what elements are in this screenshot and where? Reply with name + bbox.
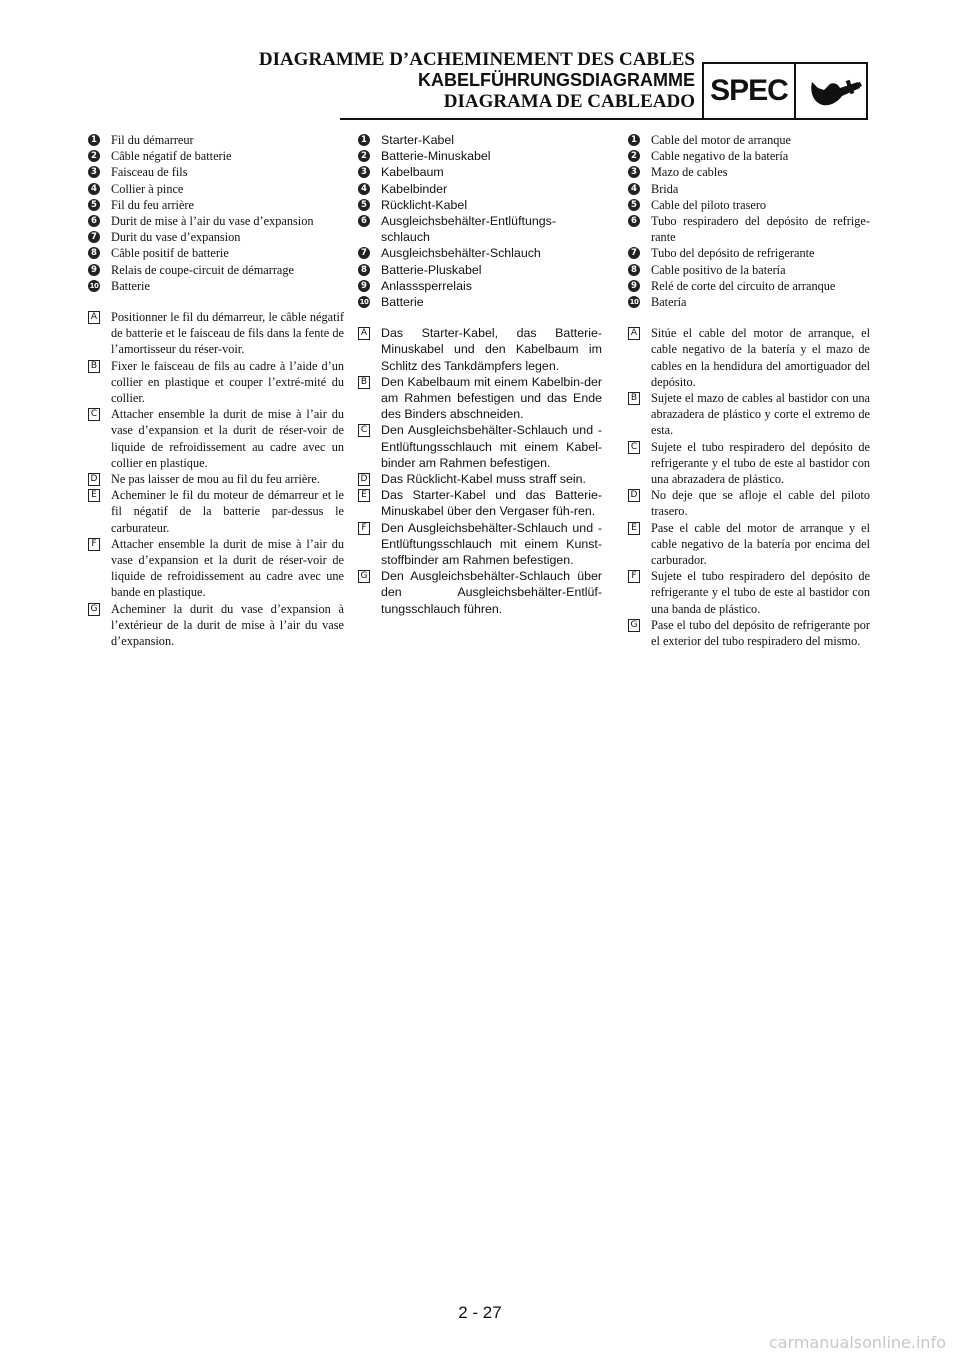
notes-list (628, 325, 870, 649)
watermark: carmanualsonline.info (768, 1333, 946, 1352)
number-marker: 2 (88, 150, 100, 162)
list-item: 7 Tubo del depósito de refrigerante (628, 245, 870, 261)
letter-marker: D (88, 473, 100, 486)
title-german: KABELFÜHRUNGSDIAGRAMME (418, 70, 695, 90)
list-item: 1 Starter-Kabel (358, 132, 602, 148)
list-item: 7 Ausgleichsbehälter-Schlauch (358, 245, 602, 261)
number-marker: 4 (88, 183, 100, 195)
letter-marker: E (358, 489, 370, 502)
title-block (259, 50, 695, 112)
list-item: 8 Câble positif de batterie (88, 245, 344, 261)
list-item: D Ne pas laisser de mou au fil du feu arrière. (88, 471, 344, 487)
number-marker: 4 (358, 183, 370, 195)
list-item: E Das Starter-Kabel und das Batterie-Minuskabel über den Vergaser füh-ren. (358, 487, 602, 519)
list-item: 9 Relais de coupe-circuit de démarrage (88, 262, 344, 278)
german-column (358, 132, 602, 617)
number-marker: 2 (358, 150, 370, 162)
title-french: DIAGRAMME D’ACHEMINEMENT DES CABLES (258, 49, 695, 70)
title-spanish: DIAGRAMA DE CABLEADO (443, 91, 695, 112)
letter-marker: F (88, 538, 100, 551)
list-item: 9 Relé de corte del circuito de arranque (628, 278, 870, 294)
list-item: B Fixer le faisceau de fils au cadre à l’aide d’un collier en plastique et couper l’extré-mité du collier. (88, 358, 344, 407)
number-marker: 10 (359, 298, 369, 307)
list-item: 8 Cable positivo de la batería (628, 262, 870, 278)
number-marker: 5 (628, 199, 640, 211)
list-item: F Sujete el tubo respiradero del depósito de refrigerante y el tubo de este al bastidor con una banda de plástico. (628, 568, 870, 617)
letter-marker: F (628, 570, 640, 583)
list-item: C Sujete el tubo respiradero del depósito de refrigerante y el tubo de este al bastidor con una abrazadera de plástico. (628, 439, 870, 488)
number-marker: 5 (358, 199, 370, 211)
parts-list (628, 132, 870, 310)
list-item: 5 Cable del piloto trasero (628, 197, 870, 213)
list-item: F Attacher ensemble la durit de mise à l’air du vase d’expansion et la durit de réser-voir de liquide de refroidissement au cadre avec une bande en plastique. (88, 536, 344, 601)
section-label: SPEC (704, 64, 796, 118)
list-item: C Den Ausgleichsbehälter-Schlauch und -Entlüftungsschlauch mit einem Kabel-binder am Rahmen befestigen. (358, 422, 602, 471)
number-marker: 2 (628, 150, 640, 162)
letter-marker: B (88, 360, 100, 373)
list-item: 2 Batterie-Minuskabel (358, 148, 602, 164)
number-marker: 1 (628, 134, 640, 146)
letter-marker: B (358, 376, 370, 389)
list-item: 5 Fil du feu arrière (88, 197, 344, 213)
page-header (0, 50, 960, 125)
letter-marker: G (88, 603, 100, 616)
number-marker: 3 (628, 166, 640, 178)
letter-marker: B (628, 392, 640, 405)
list-item: 2 Câble négatif de batterie (88, 148, 344, 164)
list-item: A Sitúe el cable del motor de arranque, el cable negativo de la batería y el mazo de cables en la hendidura del amortiguador del depósito. (628, 325, 870, 390)
number-marker: 8 (358, 264, 370, 276)
list-item: A Positionner le fil du démarreur, le câble négatif de batterie et le faisceau de fils dans la fente de l’amortisseur du réser-voir. (88, 309, 344, 358)
number-marker: 7 (358, 247, 370, 259)
number-marker: 10 (89, 281, 99, 290)
list-item: C Attacher ensemble la durit de mise à l’air du vase d’expansion et la durit de réser-voir de liquide de refroidissement au cadre avec un collier en plastique. (88, 406, 344, 471)
letter-marker: F (358, 522, 370, 535)
number-marker: 6 (628, 215, 640, 227)
number-marker: 9 (88, 264, 100, 276)
number-marker: 7 (88, 231, 100, 243)
list-item: 1 Fil du démarreur (88, 132, 344, 148)
list-item: 6 Ausgleichsbehälter-Entlüftungs-schlauch (358, 213, 602, 245)
list-item: D Das Rücklicht-Kabel muss straff sein. (358, 471, 602, 487)
number-marker: 9 (628, 280, 640, 292)
number-marker: 5 (88, 199, 100, 211)
letter-marker: C (88, 408, 100, 421)
notes-list (358, 325, 602, 617)
list-item: 4 Collier à pince (88, 181, 344, 197)
list-item: 4 Kabelbinder (358, 181, 602, 197)
french-column (88, 132, 344, 649)
wrench-icon (808, 76, 864, 110)
list-item: B Den Kabelbaum mit einem Kabelbin-der am Rahmen befestigen und das Ende des Binders abschneiden. (358, 374, 602, 423)
list-item: G Acheminer la durit du vase d’expansion à l’extérieur de la durit de mise à l’air du vase d’expansion. (88, 601, 344, 650)
list-item: G Pase el tubo del depósito de refrigerante por el exterior del tubo respiradero del mismo. (628, 617, 870, 649)
list-item: 2 Cable negativo de la batería (628, 148, 870, 164)
list-item: B Sujete el mazo de cables al bastidor con una abrazadera de plástico y corte el extremo de esta. (628, 390, 870, 439)
letter-marker: D (358, 473, 370, 486)
list-item: 4 Brida (628, 181, 870, 197)
list-item: E Acheminer le fil du moteur de démarreur et le fil négatif de la batterie par-dessus le carburateur. (88, 487, 344, 536)
number-marker: 8 (628, 264, 640, 276)
list-item: 3 Mazo de cables (628, 164, 870, 180)
section-badge (702, 62, 868, 120)
list-item: 1 Cable del motor de arranque (628, 132, 870, 148)
list-item: A Das Starter-Kabel, das Batterie-Minuskabel und den Kabelbaum im Schlitz des Tankdämpfers legen. (358, 325, 602, 374)
list-item: F Den Ausgleichsbehälter-Schlauch und -Entlüftungsschlauch mit einem Kunst-stoffbinder am Rahmen befestigen. (358, 520, 602, 569)
header-rule (340, 118, 702, 120)
page-number: 2 - 27 (458, 1303, 502, 1322)
number-marker: 10 (629, 298, 639, 307)
parts-list (358, 132, 602, 310)
number-marker: 1 (358, 134, 370, 146)
letter-marker: C (628, 441, 640, 454)
list-item: 6 Durit de mise à l’air du vase d’expansion (88, 213, 344, 229)
number-marker: 7 (628, 247, 640, 259)
list-item: 10 Batería (629, 295, 687, 310)
notes-list (88, 309, 344, 649)
list-item: 10 Batterie (359, 295, 424, 310)
letter-marker: C (358, 424, 370, 437)
list-item: 5 Rücklicht-Kabel (358, 197, 602, 213)
list-item: 6 Tubo respiradero del depósito de refrige-rante (628, 213, 870, 245)
parts-list (88, 132, 344, 294)
letter-marker: A (358, 327, 370, 340)
list-item: 3 Kabelbaum (358, 164, 602, 180)
list-item: 7 Durit du vase d’expansion (88, 229, 344, 245)
letter-marker: A (628, 327, 640, 340)
list-item: E Pase el cable del motor de arranque y el cable negativo de la batería por encima del carburador. (628, 520, 870, 569)
list-item: 8 Batterie-Pluskabel (358, 262, 602, 278)
number-marker: 3 (358, 166, 370, 178)
spanish-column (628, 132, 870, 649)
number-marker: 3 (88, 166, 100, 178)
list-item: G Den Ausgleichsbehälter-Schlauch über den Ausgleichsbehälter-Entlüf-tungsschlauch führen. (358, 568, 602, 617)
letter-marker: G (358, 570, 370, 583)
letter-marker: G (628, 619, 640, 632)
letter-marker: E (88, 489, 100, 502)
number-marker: 1 (88, 134, 100, 146)
number-marker: 8 (88, 247, 100, 259)
letter-marker: A (88, 311, 100, 324)
list-item: 10 Batterie (89, 278, 150, 293)
letter-marker: E (628, 522, 640, 535)
number-marker: 6 (88, 215, 100, 227)
number-marker: 9 (358, 280, 370, 292)
number-marker: 6 (358, 215, 370, 227)
list-item: 9 Anlasssperrelais (358, 278, 602, 294)
letter-marker: D (628, 489, 640, 502)
list-item: D No deje que se afloje el cable del piloto trasero. (628, 487, 870, 519)
list-item: 3 Faisceau de fils (88, 164, 344, 180)
number-marker: 4 (628, 183, 640, 195)
